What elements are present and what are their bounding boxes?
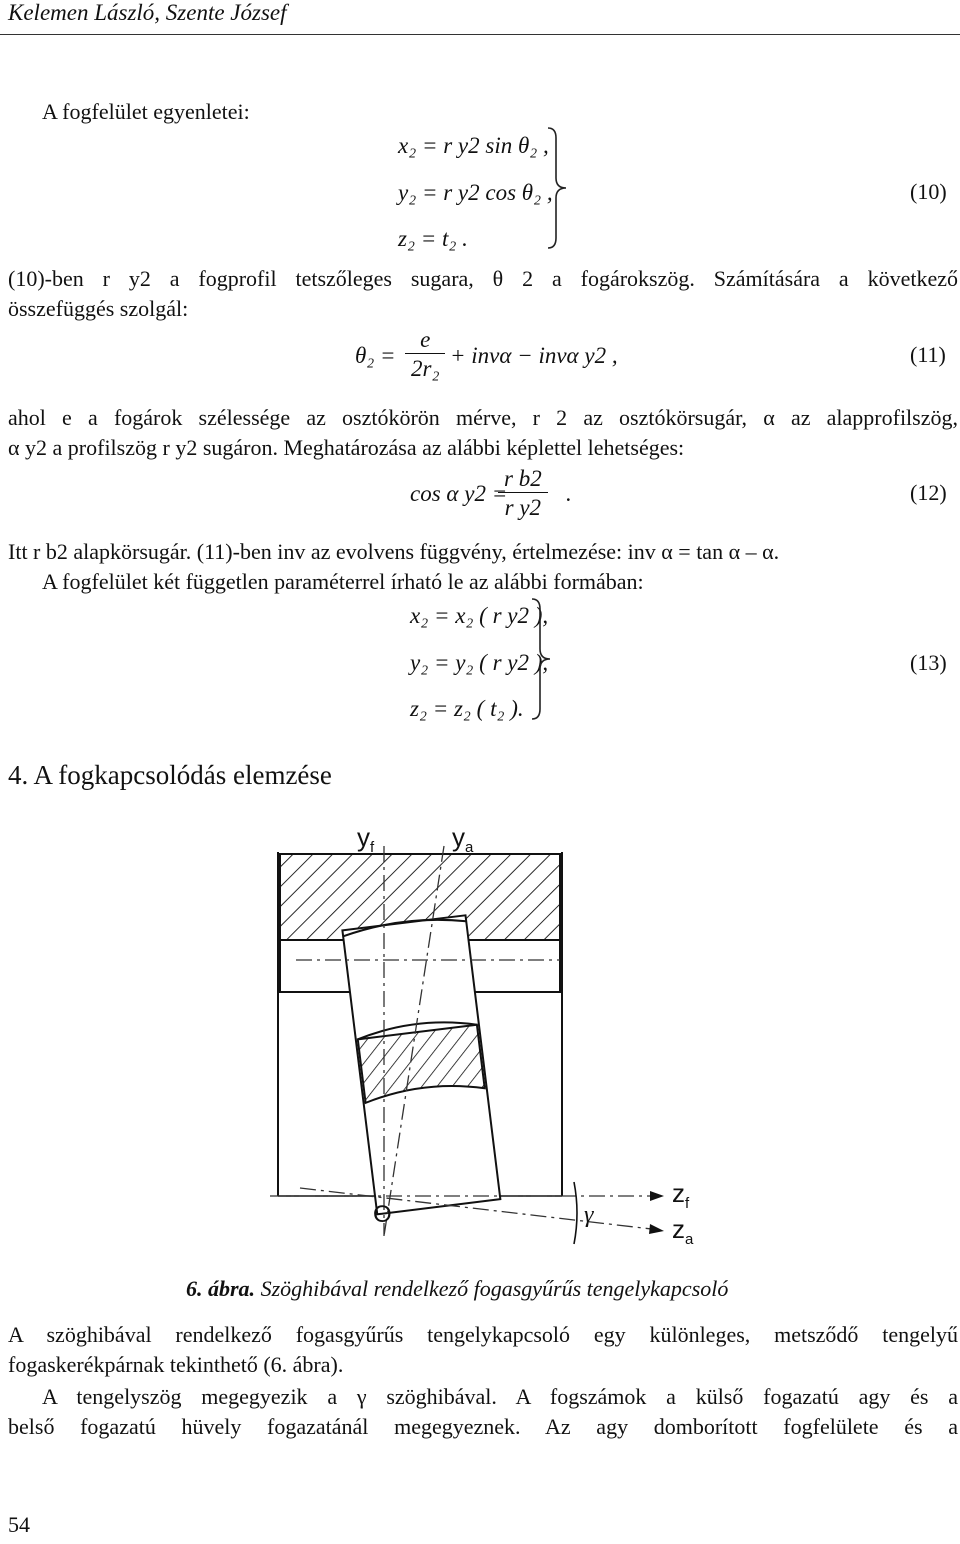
figure-caption-number: 6. ábra. [186,1276,256,1301]
paragraph-4-line-1: Itt r b2 alapkörsugár. (11)-ben inv az evolvens függvény, értelmezése: inv α = tan α – α. [8,539,780,564]
page-number: 54 [8,1512,30,1537]
equation-12-lhs: cos α y2 = [410,481,508,506]
figure-6-diagram [0,810,960,1280]
label-origin: O [373,1201,392,1228]
equation-13-line-1: x₂ = x₂ ( r y2 ), [410,603,549,628]
equation-13-brace [530,597,554,721]
equation-10-line-1: x₂ = r y2 sin θ₂ , [398,133,549,158]
paragraph-2-line-2: összefüggés szolgál: [8,296,189,321]
paragraph-3-line-2: α y2 a profilszög r y2 sugáron. Meghatározása az alábbi képlettel lehetséges: [8,435,685,460]
paragraph-3-line-1: ahol e a fogárok szélessége az osztókörön mérve, r 2 az osztókörsugár, α az alapprofilszög, [8,405,958,430]
header-rule [0,34,960,35]
label-zf: $z_f$ [672,1178,690,1212]
section-heading: 4. A fogkapcsolódás elemzése [8,760,332,790]
label-yf: $y_f$ [357,822,375,856]
equation-11-number: (11) [910,342,946,367]
equation-12-denominator: r y2 [498,492,548,521]
equation-10-line-2: y₂ = r y2 cos θ₂ , [398,180,553,205]
label-gamma: γ [584,1202,594,1228]
equation-11-denominator: 2r₂ [405,353,445,382]
equation-11-numerator: e [420,327,431,352]
figure-caption-text: Szöghibával rendelkező fogasgyűrűs tengelykapcsoló [260,1276,729,1301]
equation-13-line-2: y₂ = y₂ ( r y2 ), [410,650,549,675]
equation-10-number: (10) [910,179,947,204]
zf-arrowhead [650,1191,664,1201]
figure-caption [186,1276,728,1302]
equation-10-line-3: z₂ = t₂ . [398,226,468,251]
equation-12-tail: . [566,481,572,506]
equation-13-number: (13) [910,650,947,675]
paragraph-5-line-1: A szöghibával rendelkező fogasgyűrűs tengelykapcsoló egy különleges, metsződő tengelyű [8,1322,958,1347]
equation-12-fraction [498,466,548,521]
label-za: $z_a$ [672,1214,694,1248]
equation-11-rhs: + invα − invα y2 , [450,343,618,368]
paragraph-5-line-2: fogaskerékpárnak tekinthető (6. ábra). [8,1352,344,1377]
equation-12-numerator: r b2 [504,466,542,491]
equation-12-number: (12) [910,480,947,505]
paragraph-4-line-2: A fogfelület két független paraméterrel írható le az alábbi formában: [42,569,644,594]
paragraph-2-line-1: (10)-ben r y2 a fogprofil tetszőleges sugara, θ 2 a fogárokszög. Számítására a következő [8,266,958,291]
paragraph-intro: A fogfelület egyenletei: [42,99,250,124]
label-ya: $y_a$ [452,822,474,856]
paragraph-6-line-2: belső fogazatú hüvely fogazatánál megegyeznek. Az agy domborított fogfelülete és a [8,1414,958,1439]
equation-11-lhs: θ₂ = [355,343,396,368]
za-arrowhead [649,1224,664,1234]
running-header: Kelemen László, Szente József [8,0,287,25]
paragraph-6-line-1: A tengelyszög megegyezik a γ szöghibával. A fogszámok a külső fogazatú agy és a [42,1384,958,1409]
equation-10-brace [546,126,570,250]
equation-11-fraction [405,327,445,382]
equation-13-line-3: z₂ = z₂ ( t₂ ). [410,696,524,721]
gamma-angle-arc [574,1182,577,1244]
